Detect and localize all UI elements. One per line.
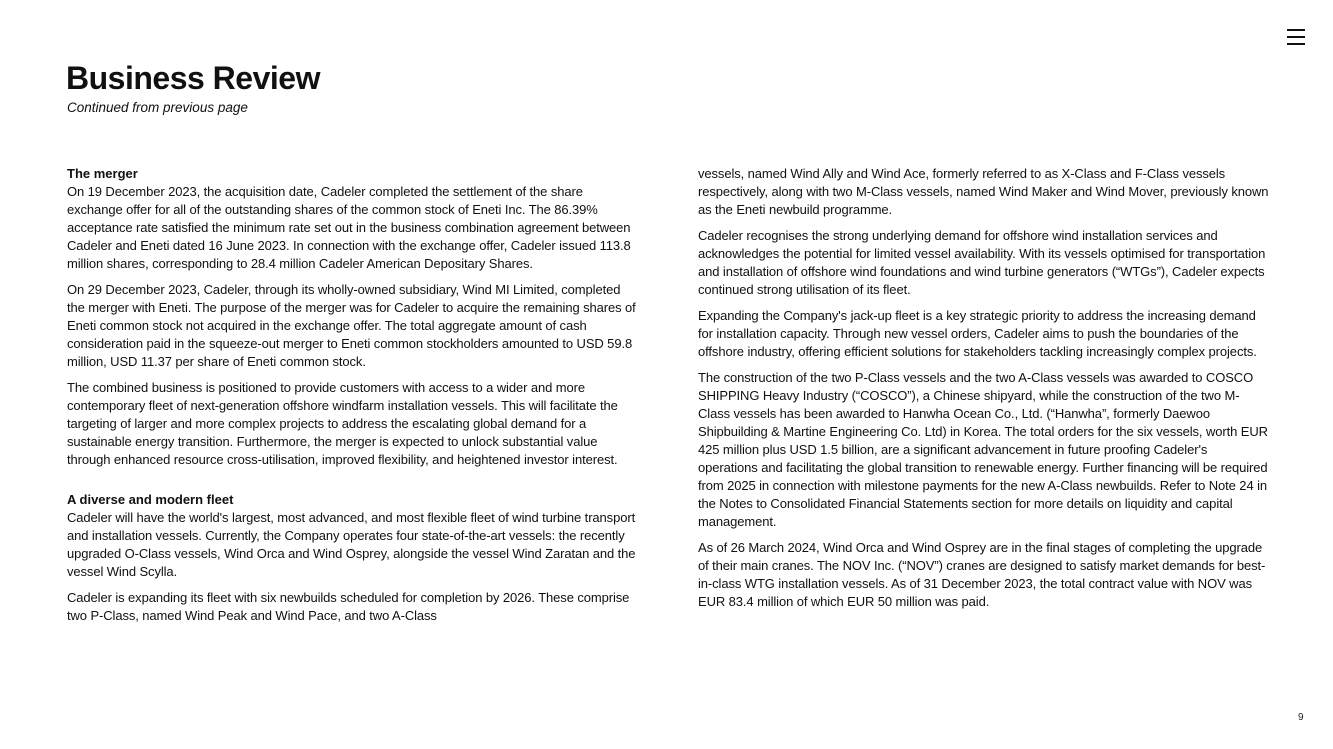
merger-paragraph-3: The combined business is positioned to provide customers with access to a wider and more contemporary fleet of next-generation offshore windfarm installation vessels. This will facilitate the targeting of larger and more complex projects to address the escalating global demand for a sustainable energy transition. Furthermore, the merger is expected to unlock substantial value through enhanced resource cross-utilisation, improved flexibility, and heightened investor interest. bbox=[67, 380, 618, 467]
fleet-paragraph-1: Cadeler will have the world's largest, most advanced, and most flexible fleet of wind turbine transport and installation vessels. Currently, the Company operates four state-of-the-art vessels: the recently upgraded O-Class vessels, Wind Orca and Wind Osprey, alongside the vessel Wind Zaratan and the vessel Wind Scylla. bbox=[67, 510, 636, 579]
merger-paragraph-1: On 19 December 2023, the acquisition date, Cadeler completed the settlement of the share exchange offer for all of the outstanding shares of the common stock of Eneti Inc. The 86.39% acceptance rate satisfied the minimum rate set out in the business combination agreement between Cadeler and Eneti dated 16 June 2023. In connection with the exchange offer, Cadeler issued 113.8 million shares, corresponding to 28.4 million Cadeler American Depositary Shares. bbox=[67, 184, 631, 271]
right-paragraph-4: The construction of the two P-Class vessels and the two A-Class vessels was awarded to COSCO SHIPPING Heavy Industry (“COSCO”), a Chinese shipyard, while the construction of the two M-Class vessels has been awarded to Hanwha Ocean Co., Ltd. (“Hanwha”, formerly Daewoo Shipbuilding & Martine Engineering Co. Ltd) in Korea. The total orders for the six vessels, worth EUR 425 million plus USD 1.5 billion, are a significant advancement in future proofing Cadeler's operations and facilitating the global transition to renewable energy. Further financing will be required from 2025 in connection with milestone payments for the new A-Class newbuilds. Refer to Note 24 in the Notes to Consolidated Financial Statements section for more details on liquidity and capital management. bbox=[698, 370, 1268, 529]
page-title: Business Review bbox=[66, 60, 320, 96]
menu-bar bbox=[1287, 29, 1305, 31]
right-paragraph-1: vessels, named Wind Ally and Wind Ace, formerly referred to as X-Class and F-Class vessels respectively, along with two M-Class vessels, named Wind Maker and Wind Mover, previously known as the Eneti newbuild programme. bbox=[698, 166, 1269, 217]
page-subtitle: Continued from previous page bbox=[67, 100, 248, 115]
section-heading-merger: The merger bbox=[67, 166, 138, 181]
right-column bbox=[698, 165, 1270, 619]
menu-bar bbox=[1287, 43, 1305, 45]
right-paragraph-3: Expanding the Company's jack-up fleet is a key strategic priority to address the increasing demand for installation capacity. Through new vessel orders, Cadeler aims to push the boundaries of the offshore industry, offering efficient solutions for stakeholders tackling increasingly complex projects. bbox=[698, 308, 1257, 359]
hamburger-menu-icon[interactable] bbox=[1286, 28, 1306, 46]
right-paragraph-5: As of 26 March 2024, Wind Orca and Wind Osprey are in the final stages of completing the upgrade of their main cranes. The NOV Inc. (“NOV”) cranes are designed to satisfy market demands for best-in-class WTG installation vessels. As of 31 December 2023, the total contract value with NOV was EUR 83.4 million of which EUR 50 million was paid. bbox=[698, 540, 1266, 609]
fleet-paragraph-2: Cadeler is expanding its fleet with six newbuilds scheduled for completion by 2026. These comprise two P-Class, named Wind Peak and Wind Pace, and two A-Class bbox=[67, 590, 630, 623]
section-heading-fleet: A diverse and modern fleet bbox=[67, 492, 234, 507]
left-column bbox=[67, 165, 637, 633]
right-paragraph-2: Cadeler recognises the strong underlying demand for offshore wind installation services and acknowledges the potential for limited vessel availability. With its vessels optimised for transportation and installation of offshore wind foundations and wind turbine generators (“WTGs”), Cadeler expects continued strong utilisation of its fleet. bbox=[698, 228, 1266, 297]
merger-paragraph-2: On 29 December 2023, Cadeler, through its wholly-owned subsidiary, Wind MI Limited, completed the merger with Eneti. The purpose of the merger was for Cadeler to acquire the remaining shares of Eneti common stock not acquired in the exchange offer. The total aggregate amount of cash consideration paid in the squeeze-out merger to Eneti common stockholders amounted to USD 59.8 million, USD 11.37 per share of Eneti common stock. bbox=[67, 282, 636, 369]
section-spacer bbox=[67, 477, 637, 491]
menu-bar bbox=[1287, 36, 1305, 38]
page-number: 9 bbox=[1298, 712, 1304, 723]
